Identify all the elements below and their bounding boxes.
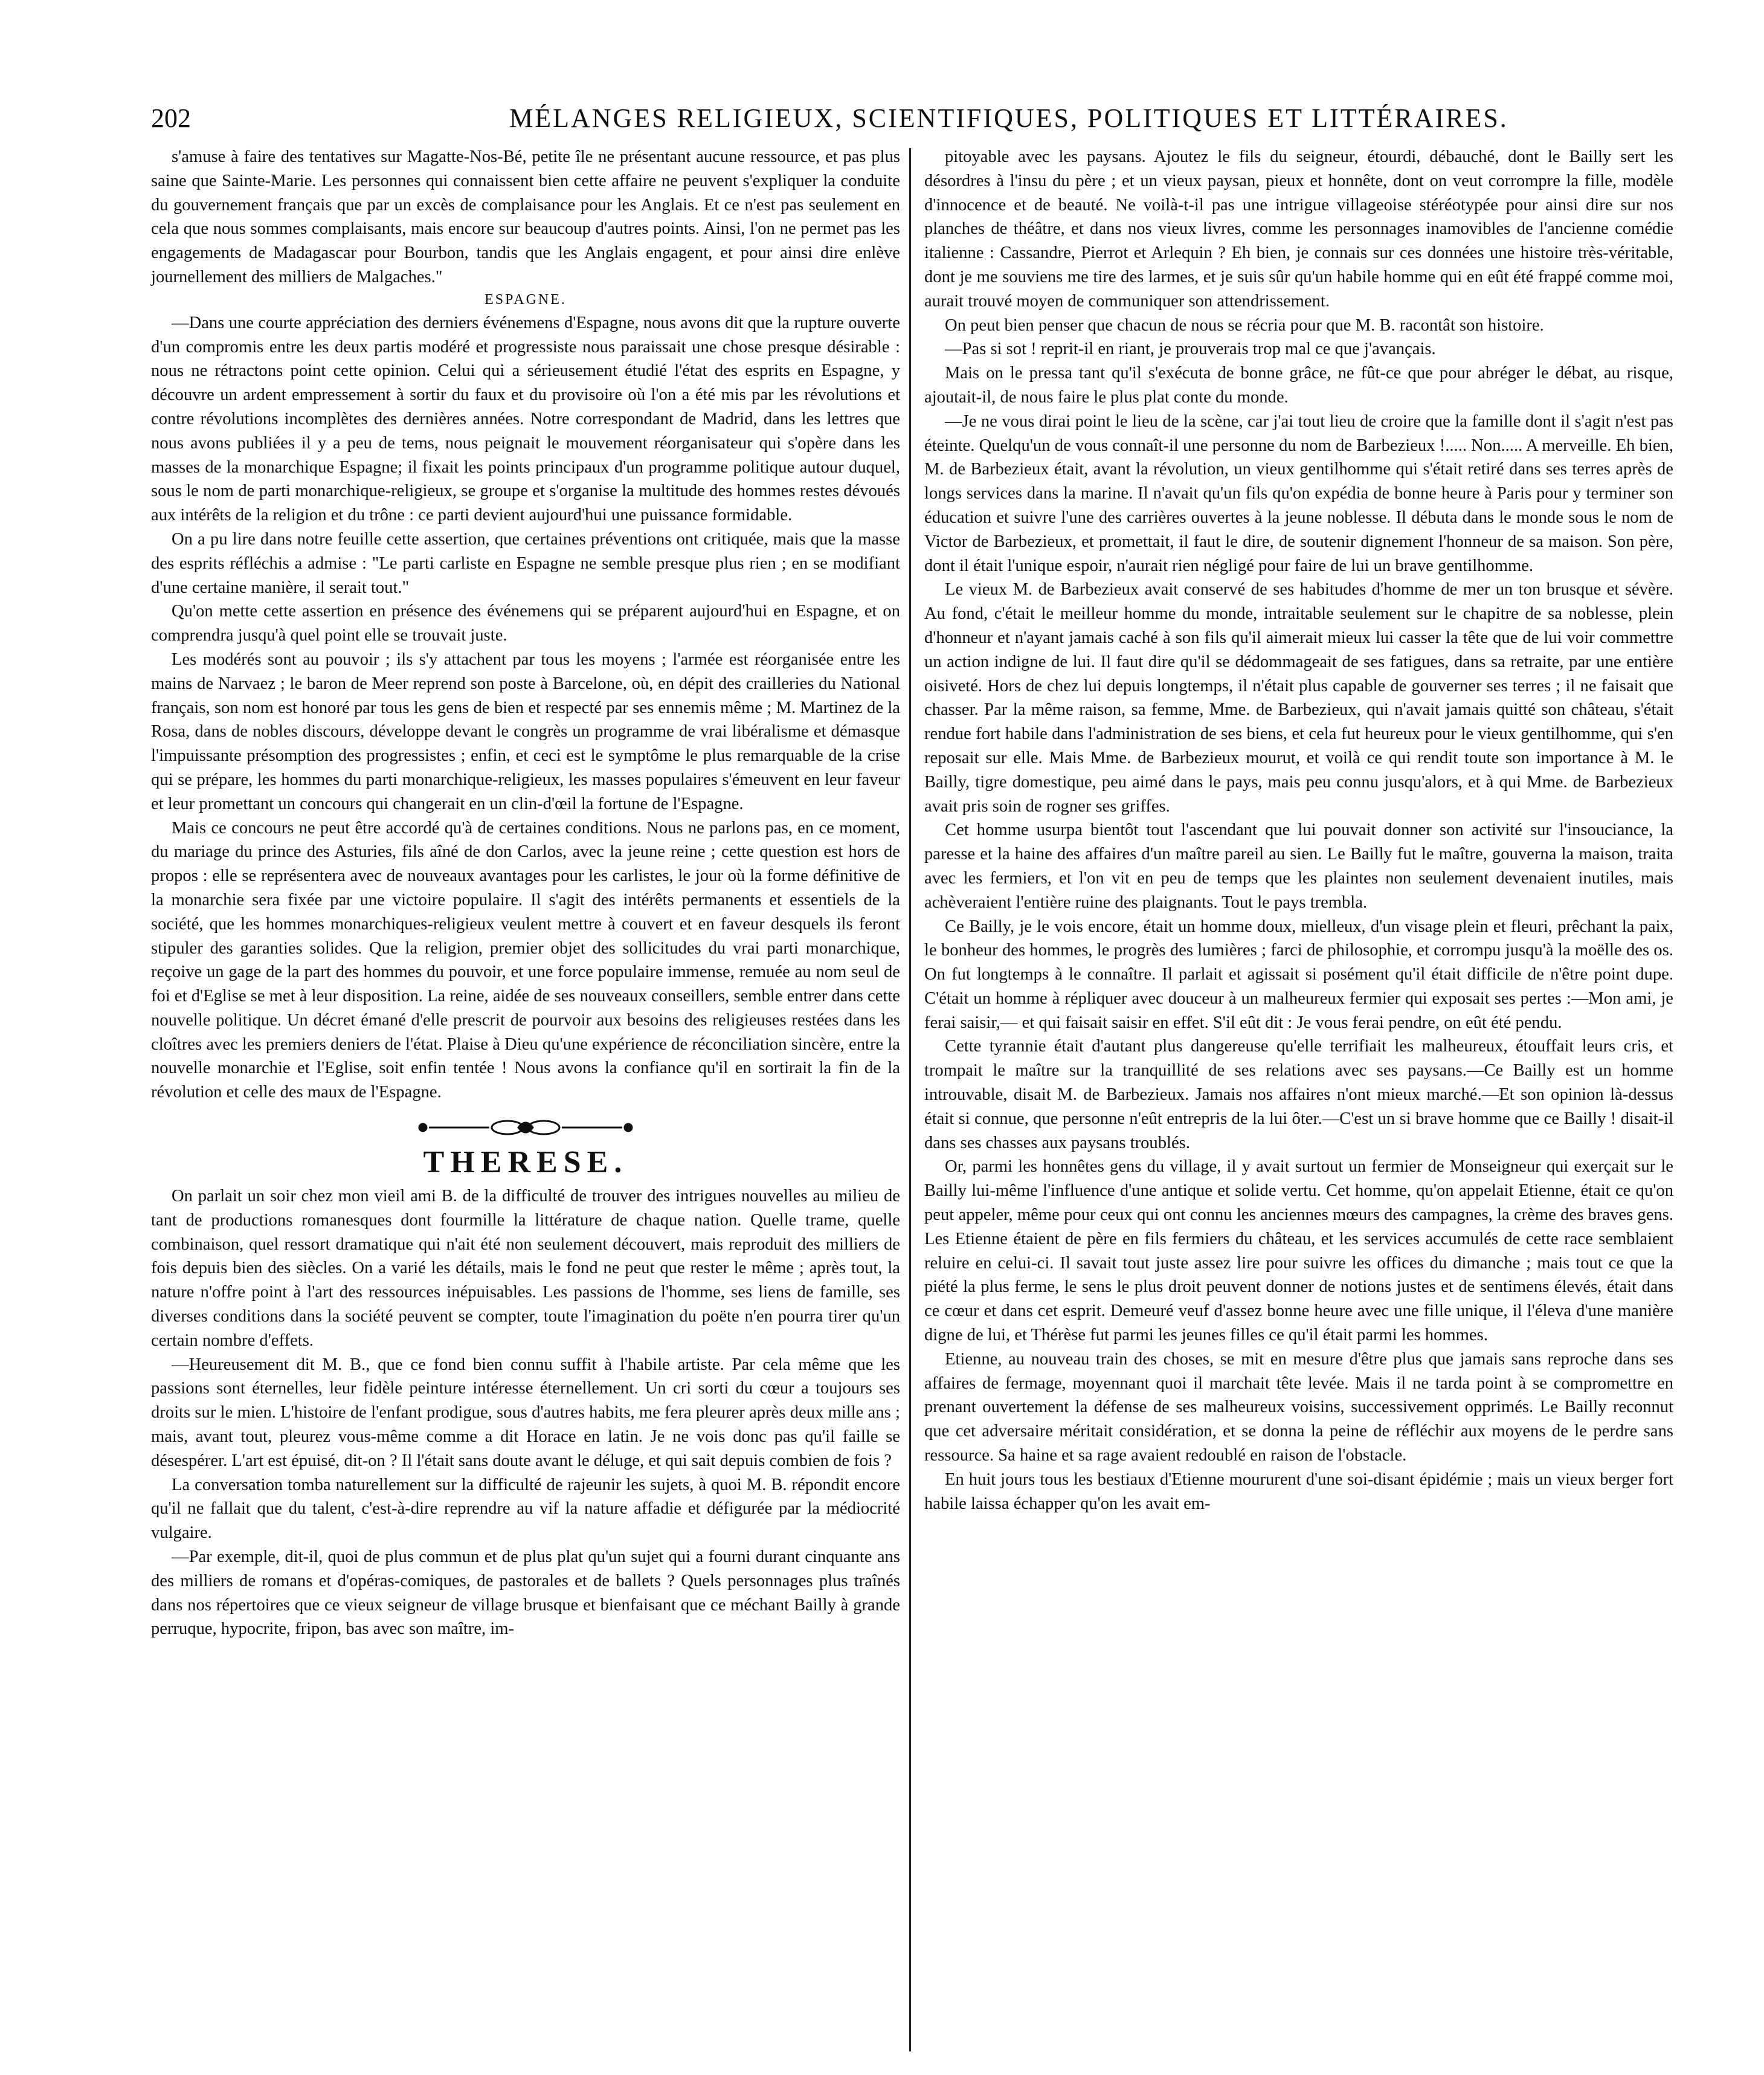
- right-column: [924, 145, 1673, 1515]
- article-paragraph: La conversation tomba naturellement sur la difficulté de rajeunir les sujets, à quoi M. B. répondit encore qu'il ne fallait que du talent, c'est-à-dire reprendre au vif la nature affadie et défigurée par la médiocrité vulgaire.: [151, 1475, 900, 1543]
- article-paragraph: —Par exemple, dit-il, quoi de plus commun et de plus plat qu'un sujet qui a fourni durant cinquante ans des milliers de romans et d'opéras-comiques, de pastorales et de ballets ? Quels personnages plus traînés dans nos répertoires que ce vieux seigneur de village brusque et bienfaisant que ce méchant Bailly à grande perruque, hypocrite, fripon, bas avec son maître, im-: [151, 1547, 900, 1639]
- article-paragraph: On a pu lire dans notre feuille cette assertion, que certaines préventions ont critiquée, mais que la masse des esprits réfléchis a admise : "Le parti carliste en Espagne ne semble presque plus rien ; en se modifiant d'une certaine manière, il serait tout.": [151, 529, 900, 597]
- article-paragraph: On parlait un soir chez mon vieil ami B. de la difficulté de trouver des intrigues nouvelles au milieu de tant de productions romanesques dont fourmille la littérature de chaque nation. Quelle trame, quelle combinaison, quel ressort dramatique qui n'ait été non seulement découvert, mais reproduit des milliers de fois depuis bien des siècles. On a varié les détails, mais le fond ne peut que rester le même ; après tout, la nature n'offre point à l'art des ressources inépuisables. Les passions de l'homme, ses liens de famille, ses diverses conditions dans la société peuvent se compter, toute l'imagination du poëte n'en pourra tirer qu'un certain nombre d'effets.: [151, 1187, 900, 1350]
- article-paragraph: Mais ce concours ne peut être accordé qu'à de certaines conditions. Nous ne parlons pas, en ce moment, du mariage du prince des Asturies, fils aîné de don Carlos, avec la jeune reine ; cette question est hors de propos : elle se représentera avec de nouveaux avantages pour les carlistes, le jour où la forme définitive de la monarchie sera fixée par une victoire populaire. Il s'agit des intérêts permanents et essentiels de la société, que les hommes monarchiques-religieux veulent mettre à couvert et en faveur desquels ils feront stipuler des garanties solides. Que la religion, premier objet des sollicitudes du vrai parti monarchique, reçoive un gage de la part des hommes du pouvoir, et une force populaire immense, remuée au nom seul de foi et d'Eglise se met à leur disposition. La reine, aidée de ses nouveaux conseillers, semble entrer dans cette nouvelle politique. Un décret émané d'elle prescrit de pourvoir aux besoins des religieuses restées dans les cloîtres avec les premiers deniers de l'état. Plaise à Dieu qu'une expérience de réconciliation sincère, entre la nouvelle monarchie et l'Eglise, soit enfin tentée ! Nous avons la confiance qu'il en sortirait la fin de la révolution et celle des maux de l'Espagne.: [151, 818, 900, 1102]
- article-paragraph: Mais on le pressa tant qu'il s'exécuta de bonne grâce, ne fût-ce que pour abréger le débat, au risque, ajoutait-il, de nous faire le plus plat conte du monde.: [924, 364, 1673, 407]
- section-title: ESPAGNE.: [484, 291, 567, 308]
- decorative-ornament: [151, 1114, 900, 1141]
- article-paragraph: Cette tyrannie était d'autant plus dangereuse qu'elle terrifiait les malheureux, étouffait leurs cris, et trompait le maître sur la tranquillité de ses relations avec ses paysans.—Ce Bailly est un homme introuvable, disait M. de Barbezieux. Jamais nos affaires n'ont mieux marché.—Et son opinion là-dessus était si connue, que personne n'eût entrepris de la lui ôter.—C'est un si brave homme que ce Bailly ! disait-il dans ses chasses aux paysans troublés.: [924, 1037, 1673, 1152]
- article-paragraph: pitoyable avec les paysans. Ajoutez le fils du seigneur, étourdi, débauché, dont le Bailly sert les désordres à l'insu du père ; et un vieux paysan, pieux et honnête, dont on veut corrompre la fille, modèle d'innocence et de beauté. Ne voilà-t-il pas une intrigue villageoise stéréotypée pour ainsi dire sur nos planches de théâtre, et dans nos vieux livres, comme les personnages inamovibles de l'ancienne comédie italienne : Cassandre, Pierrot et Arlequin ? Eh bien, je connais sur ces données une histoire très-véritable, dont je me souviens me tire des larmes, et je suis sûr qu'un habile homme qui en eût été frappé comme moi, aurait trouvé moyen de communiquer son attendrissement.: [924, 147, 1673, 311]
- article-paragraph: —Dans une courte appréciation des derniers événemens d'Espagne, nous avons dit que la rupture ouverte d'un compromis entre les deux partis modéré et progressiste nous paraissait une chose presque désirable : nous ne rétractons point cette opinion. Celui qui a sérieusement étudié l'état des esprits en Espagne, y découvre un ardent empressement à sortir du faux et du provisoire où l'on a été mis par les révolutions et contre révolutions incomplètes des dernières années. Notre correspondant de Madrid, dans les lettres que nous avons publiées il y a peu de tems, nous peignait le mouvement réorganisateur qui s'opère dans les masses de la monarchique Espagne; il fixait les points principaux d'un programme politique autour duquel, sous le nom de parti monarchique-religieux, se groupe et s'organise la multitude des hommes restes dévoués aux intérêts de la religion et du trône : ce parti devient aujourd'hui une puissance formidable.: [151, 313, 900, 525]
- article-paragraph: En huit jours tous les bestiaux d'Etienne moururent d'une soi-disant épidémie ; mais un vieux berger fort habile laissa échapper qu'on les avait em-: [924, 1470, 1673, 1513]
- running-head: MÉLANGES RELIGIEUX, SCIENTIFIQUES, POLITIQUES ET LITTÉRAIRES.: [509, 103, 1508, 133]
- article-paragraph: Le vieux M. de Barbezieux avait conservé de ses habitudes d'homme de mer un ton brusque et sévère. Au fond, c'était le meilleur homme du monde, intraitable seulement sur le chapitre de sa noblesse, plein d'honneur et n'ayant jamais caché à son fils qu'il aimerait mieux lui casser la tête que de lui voir commettre un action indigne de lui. Il faut dire qu'il se dédommageait de ses fatigues, dans sa retraite, par une entière oisiveté. Hors de chez lui depuis longtemps, il n'était plus capable de gouverner ses terres ; il ne faisait que chasser. Par la même raison, sa femme, Mme. de Barbezieux, qui n'avait jamais quitté son château, s'était rendue fort habile dans l'administration de ses biens, et cela fut heureux pour le vieux gentilhomme, qui s'en reposait sur elle. Mais Mme. de Barbezieux mourut, et voilà ce qui rendit toute son importance à M. le Bailly, tigre domestique, peu aimé dans le pays, mais peu connu jusqu'alors, et à qui Mme. de Barbezieux avait pris soin de rogner ses griffes.: [924, 580, 1673, 816]
- column-divider: [909, 148, 911, 2051]
- left-column: [151, 145, 900, 1641]
- article-paragraph: Qu'on mette cette assertion en présence des événemens qui se préparent aujourd'hui en Espagne, et on comprendra jusqu'à quel point elle se trouvait juste.: [151, 602, 900, 645]
- article-paragraph: —Je ne vous dirai point le lieu de la scène, car j'ai tout lieu de croire que la famille dont il s'agit n'est pas éteinte. Quelqu'un de vous connaît-il une personne du nom de Barbezieux !..... Non..... A merveille. Eh bien, M. de Barbezieux était, avant la révolution, un vieux gentilhomme qui s'était retiré dans ses terres après de longs services dans la marine. Il n'avait qu'un fils qu'on expédia de bonne heure à Paris pour y terminer son éducation et suivre l'une des carrières ouvertes à la jeune noblesse. Il débuta dans le monde sous le nom de Victor de Barbezieux, et promettait, il faut le dire, de soutenir dignement l'honneur de sa maison. Son père, dont il était l'unique espoir, n'aurait rien négligé pour faire de lui un brave gentilhomme.: [924, 411, 1673, 575]
- story-title: THERESE.: [423, 1145, 628, 1180]
- page-number: 202: [151, 103, 191, 133]
- article-paragraph: Les modérés sont au pouvoir ; ils s'y attachent par tous les moyens ; l'armée est réorganisée entre les mains de Narvaez ; le baron de Meer reprend son poste à Barcelone, où, en dépit des crailleries du National français, son nom est honoré par tous les gens de bien et respecté par ses ennemis même ; M. Martinez de la Rosa, dans de nobles discours, développe devant le congrès un programme de vrai libéralisme et démasque l'impuissante présomption des progressistes ; enfin, et ceci est le symptôme le plus remarquable de la crise qui se prépare, les hommes du parti monarchique-religieux, les masses populaires s'émeuvent en leur faveur et leur promettant un concours qui changerait en un clin-d'œil la fortune de l'Espagne.: [151, 650, 900, 813]
- article-paragraph: Ce Bailly, je le vois encore, était un homme doux, mielleux, d'un visage plein et fleuri, prêchant la paix, le bonheur des hommes, le progrès des lumières ; farci de philosophie, et corrompu jusqu'à la moëlle des os. On fut longtemps à le connaître. Il parlait et agissait si posément qu'il était difficile de n'être point dupe. C'était un homme à répliquer avec douceur à un malheureux fermier qui exposait ses pertes :—Mon ami, je ferai saisir,— et qui faisait saisir en effet. S'il eût dit : Je vous ferai pendre, on eût été pendu.: [924, 917, 1673, 1032]
- article-paragraph: On peut bien penser que chacun de nous se récria pour que M. B. racontât son histoire.: [945, 315, 1544, 335]
- article-paragraph: s'amuse à faire des tentatives sur Magatte-Nos-Bé, petite île ne présentant aucune ressource, et pas plus saine que Sainte-Marie. Les personnes qui connaissent bien cette affaire ne peuvent s'expliquer la conduite du gouvernement français que par un excès de complaisance pour les Anglais. Et ce n'est pas seulement en cela que nous sommes complaisants, mais encore sur beaucoup d'autres points. Ainsi, l'on ne permet pas les engagements de Madagascar pour Bourbon, tandis que les Anglais engagent, et pour ainsi dire enlève journellement des milliers de Malgaches.": [151, 147, 900, 286]
- article-paragraph: —Heureusement dit M. B., que ce fond bien connu suffit à l'habile artiste. Par cela même que les passions sont éternelles, leur fidèle peinture intéresse éternellement. Un cri sorti du cœur a toujours ses droits sur le mien. L'histoire de l'enfant prodigue, sous d'autres habits, me fera pleurer après deux mille ans ; mais, avant tout, pleurez vous-même comme a dit Horace en latin. Je ne vois donc pas qu'il faille se désespérer. L'art est épuisé, dit-on ? Il l'était sans doute avant le déluge, et qui sait depuis combien de fois ?: [151, 1355, 900, 1470]
- article-paragraph: Or, parmi les honnêtes gens du village, il y avait surtout un fermier de Monseigneur qui exerçait sur le Bailly lui-même l'influence d'une antique et solide vertu. Cet homme, qu'on appelait Etienne, était ce qu'on peut appeler, même pour ceux qui ont connu les anciennes mœurs des campagnes, la crème des braves gens. Les Etienne étaient de père en fils fermiers du château, et les services accumulés de cette race semblaient reluire en celui-ci. Il savait tout juste assez lire pour suivre les offices du dimanche ; mais tout ce que la piété la plus ferme, le sens le plus droit peuvent donner de notions justes et de sentimens élevés, était dans ce cœur et dans cet esprit. Demeuré veuf d'assez bonne heure avec une fille unique, il l'éleva d'une manière digne de lui, et Thérèse fut parmi les jeunes filles ce qu'il était parmi les hommes.: [924, 1157, 1673, 1345]
- article-paragraph: Cet homme usurpa bientôt tout l'ascendant que lui pouvait donner son activité sur l'insouciance, la paresse et la haine des affaires d'un maître pareil au sien. Le Bailly fut le maître, gouverna la maison, traita avec les fermiers, et l'on vit en peu de temps que les plaintes non seulement devenaient inutiles, mais achèveraient l'entière ruine des plaignants. Tout le pays trembla.: [924, 821, 1673, 912]
- article-paragraph: Etienne, au nouveau train des choses, se mit en mesure d'être plus que jamais sans reproche dans ses affaires de fermage, moyennant quoi il marchait tête levée. Mais il ne tarda point à se compromettre en prenant ouvertement la défense de ses malheureux voisins, successivement opprimés. Le Bailly reconnut que cet adversaire méritait considération, et se donna la peine de réfléchir aux moyens de le perdre sans ressource. Sa haine et sa rage avaient redoublé en raison de l'obstacle.: [924, 1349, 1673, 1465]
- article-paragraph: —Pas si sot ! reprit-il en riant, je prouverais trop mal ce que j'avançais.: [945, 340, 1436, 359]
- page-header: [151, 103, 1685, 145]
